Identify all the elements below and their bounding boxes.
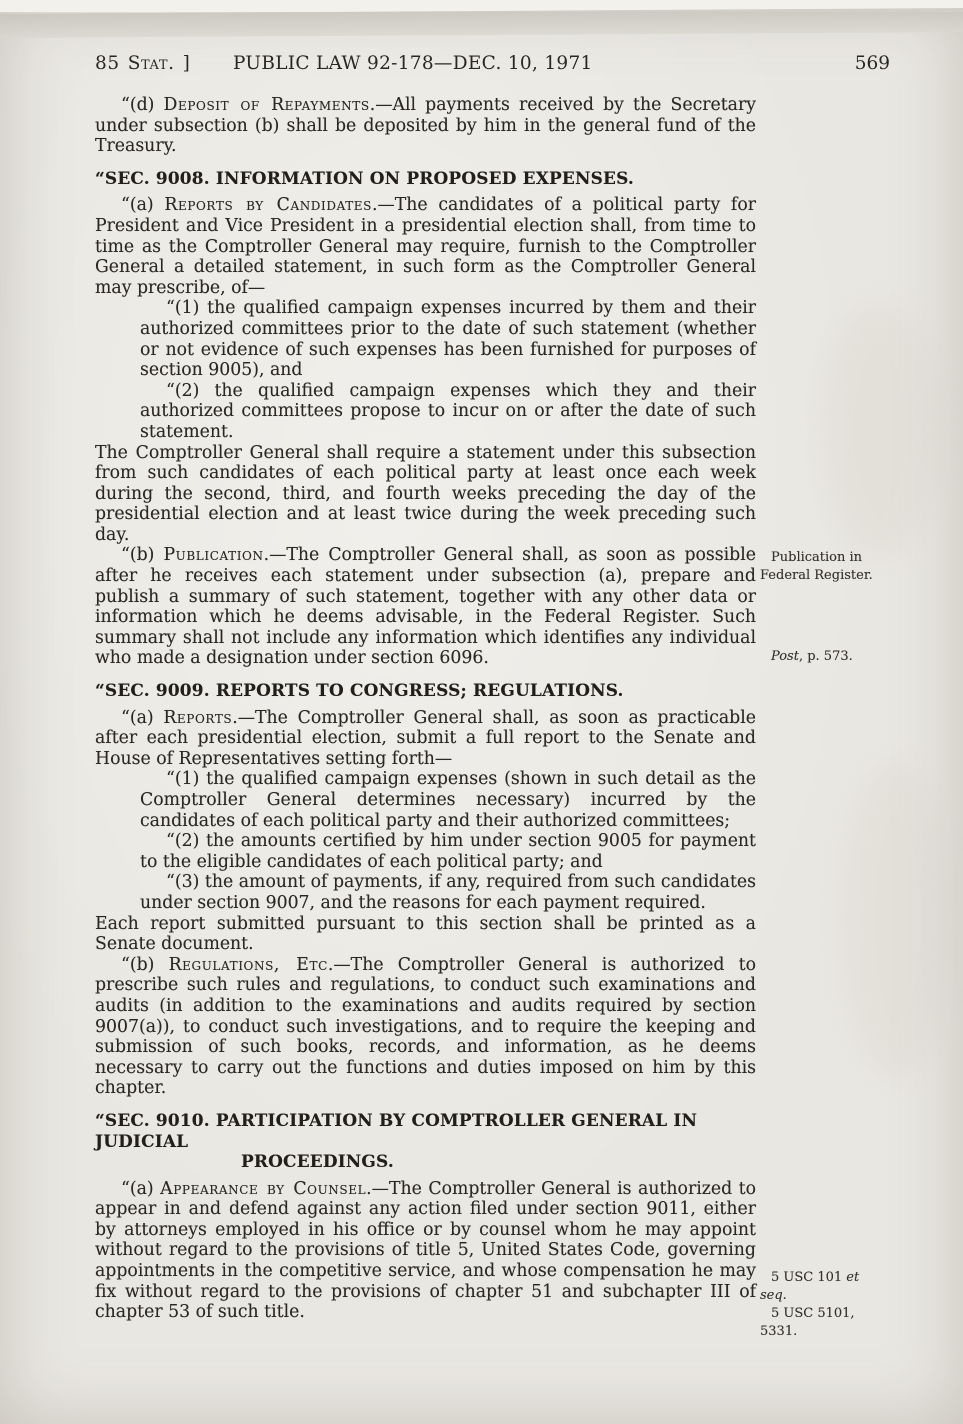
statute-text [95,95,756,1323]
text-run: “(b) [121,545,164,566]
text-run: “(1) the qualified campaign expenses (shown in such detail as the Comptroller General determines necessary) incurred by the candidates of each political party and their authorized committees; [140,769,756,831]
text-run: “(2) the qualified campaign expenses which they and their authorized committees propose to incur on or after the date of such statement. [140,380,756,442]
text-run: Deposit of Repayments [163,95,370,115]
text-run: Appearance by Counsel [160,1178,367,1199]
margin-note-italic-text: Post [771,649,799,664]
text-run: Each report submitted pursuant to this section shall be printed as a Senate document. [95,913,756,955]
subsection-a-reports [95,708,756,770]
clause-2-amounts-certified [140,831,756,872]
subsection-b-regulations [95,955,756,1099]
subsection-d-deposit-of-repayments [95,95,756,157]
clause-2-expenses-proposed [140,381,756,443]
margin-note-5-usc-5101-5331: 5 USC 5101, 5331. [760,1306,855,1339]
text-run: “(b) [121,954,169,975]
text-run: Publication [163,545,264,566]
text-run: “SEC. 9008. INFORMATION ON PROPOSED EXPENSES. [95,167,634,188]
sec-9009-heading [95,680,756,701]
sec-9008-heading [95,168,756,189]
text-run: Reports by Candidates [164,195,372,216]
bleed-through-artifact [840,760,950,1080]
text-run: “(2) the amounts certified by him under section 9005 for payment to the eligible candidates of each political party; and [140,831,756,872]
text-run: Regulations, Etc [168,954,328,975]
text-run: .—The candidates of a political party for President and Vice President in a presidential election shall, from time to time as the Comptroller General may require, furnish to the Comptroller General a detailed statement, in such form as the Comptroller General may prescribe, of— [95,195,756,298]
flush-statement-requirement [95,443,756,546]
text-run: “(d) [121,95,164,115]
text-run: “(a) [121,195,165,216]
text-run: “(a) [121,1178,161,1199]
margin-note-text: 5 USC 101 [771,1270,847,1285]
subsection-a-appearance-by-counsel [95,1179,756,1323]
margin-note-publication-federal-register: Publication in Federal Register. [760,550,873,583]
page-number: 569 [854,53,890,74]
statute-volume-label: 85 Stat. ] [95,53,191,74]
text-run: “SEC. 9009. REPORTS TO CONGRESS; REGULATIONS. [95,680,624,701]
heading-line: “SEC. 9010. PARTICIPATION BY COMPTROLLER GENERAL IN JUDICIAL [95,1109,698,1151]
margin-note-italic-text: et seq. [760,1270,860,1303]
subsection-b-publication [95,545,756,669]
margin-note-5-usc-101 [760,1269,882,1304]
page-header [95,53,890,79]
text-run: .—The Comptroller General shall, as soon as practicable after each presidential election, submit a full report to the Senate and House of Representatives setting forth— [95,707,756,769]
heading-line: PROCEEDINGS. [241,1151,394,1172]
clause-1-expenses-incurred [140,298,756,380]
text-run: .—The Comptroller General is authorized to appear in and defend against any action filed under section 9011, either by attorneys employed in his office or by counsel whom he may appoint without regard to the provisions of title 5, United States Code, governing appointments in the competitive service, and whose compensation he may fix without regard to the provisions of chapter 51 and subchapter III of chapter 53 of such title. [95,1178,757,1323]
margin-note-post-p-573 [760,648,882,666]
text-run: Reports [163,707,233,728]
text-run: “(1) the qualified campaign expenses incurred by them and their authorized committees prior to the date of such statement (whether or not evidence of such expenses has been furnished for purposes of section 9005), and [140,298,756,381]
text-run: The Comptroller General shall require a statement under this subsection from such candidates of each political party at least once each week during the second, third, and fourth weeks preceding the day of the presidential election and at least twice during the week preceding such day. [95,442,756,545]
sec-9010-heading [95,1110,756,1172]
law-title: PUBLIC LAW 92-178—DEC. 10, 1971 [233,53,593,74]
text-run: “(3) the amount of payments, if any, required from such candidates under section 9007, and the reasons for each payment required. [140,872,756,913]
bleed-through-artifact [820,300,940,560]
text-run: .—The Comptroller General shall, as soon as possible after he receives each statement under subsection (a), prepare and publish a summary of such statement, together with any other data or information which he deems advisable, in the Federal Register. Such summary shall not include any information which identifies any individual who made a designation under section 6096. [95,545,756,669]
text-run: .—The Comptroller General is authorized to prescribe such rules and regulations, to conduct such examinations and audits (in addition to the examinations and audits required by section 9007(a)), to conduct such investigations, and to require the keeping and submission of such books, records, and information, as he deems necessary to carry out the functions and duties imposed on him by this chapter. [95,954,756,1099]
subsection-a-reports-by-candidates [95,195,756,298]
flush-senate-document [95,914,756,955]
scan-edge-band [0,8,963,38]
clause-1-qualified-expenses [140,769,756,831]
margin-note-text: , p. 573. [798,649,853,664]
clause-3-amount-of-payments [140,872,756,913]
text-run: “(a) [121,707,164,728]
text-run: .—All payments received by the Secretary under subsection (b) shall be deposited by him in the general fund of the Treasury. [95,95,757,157]
